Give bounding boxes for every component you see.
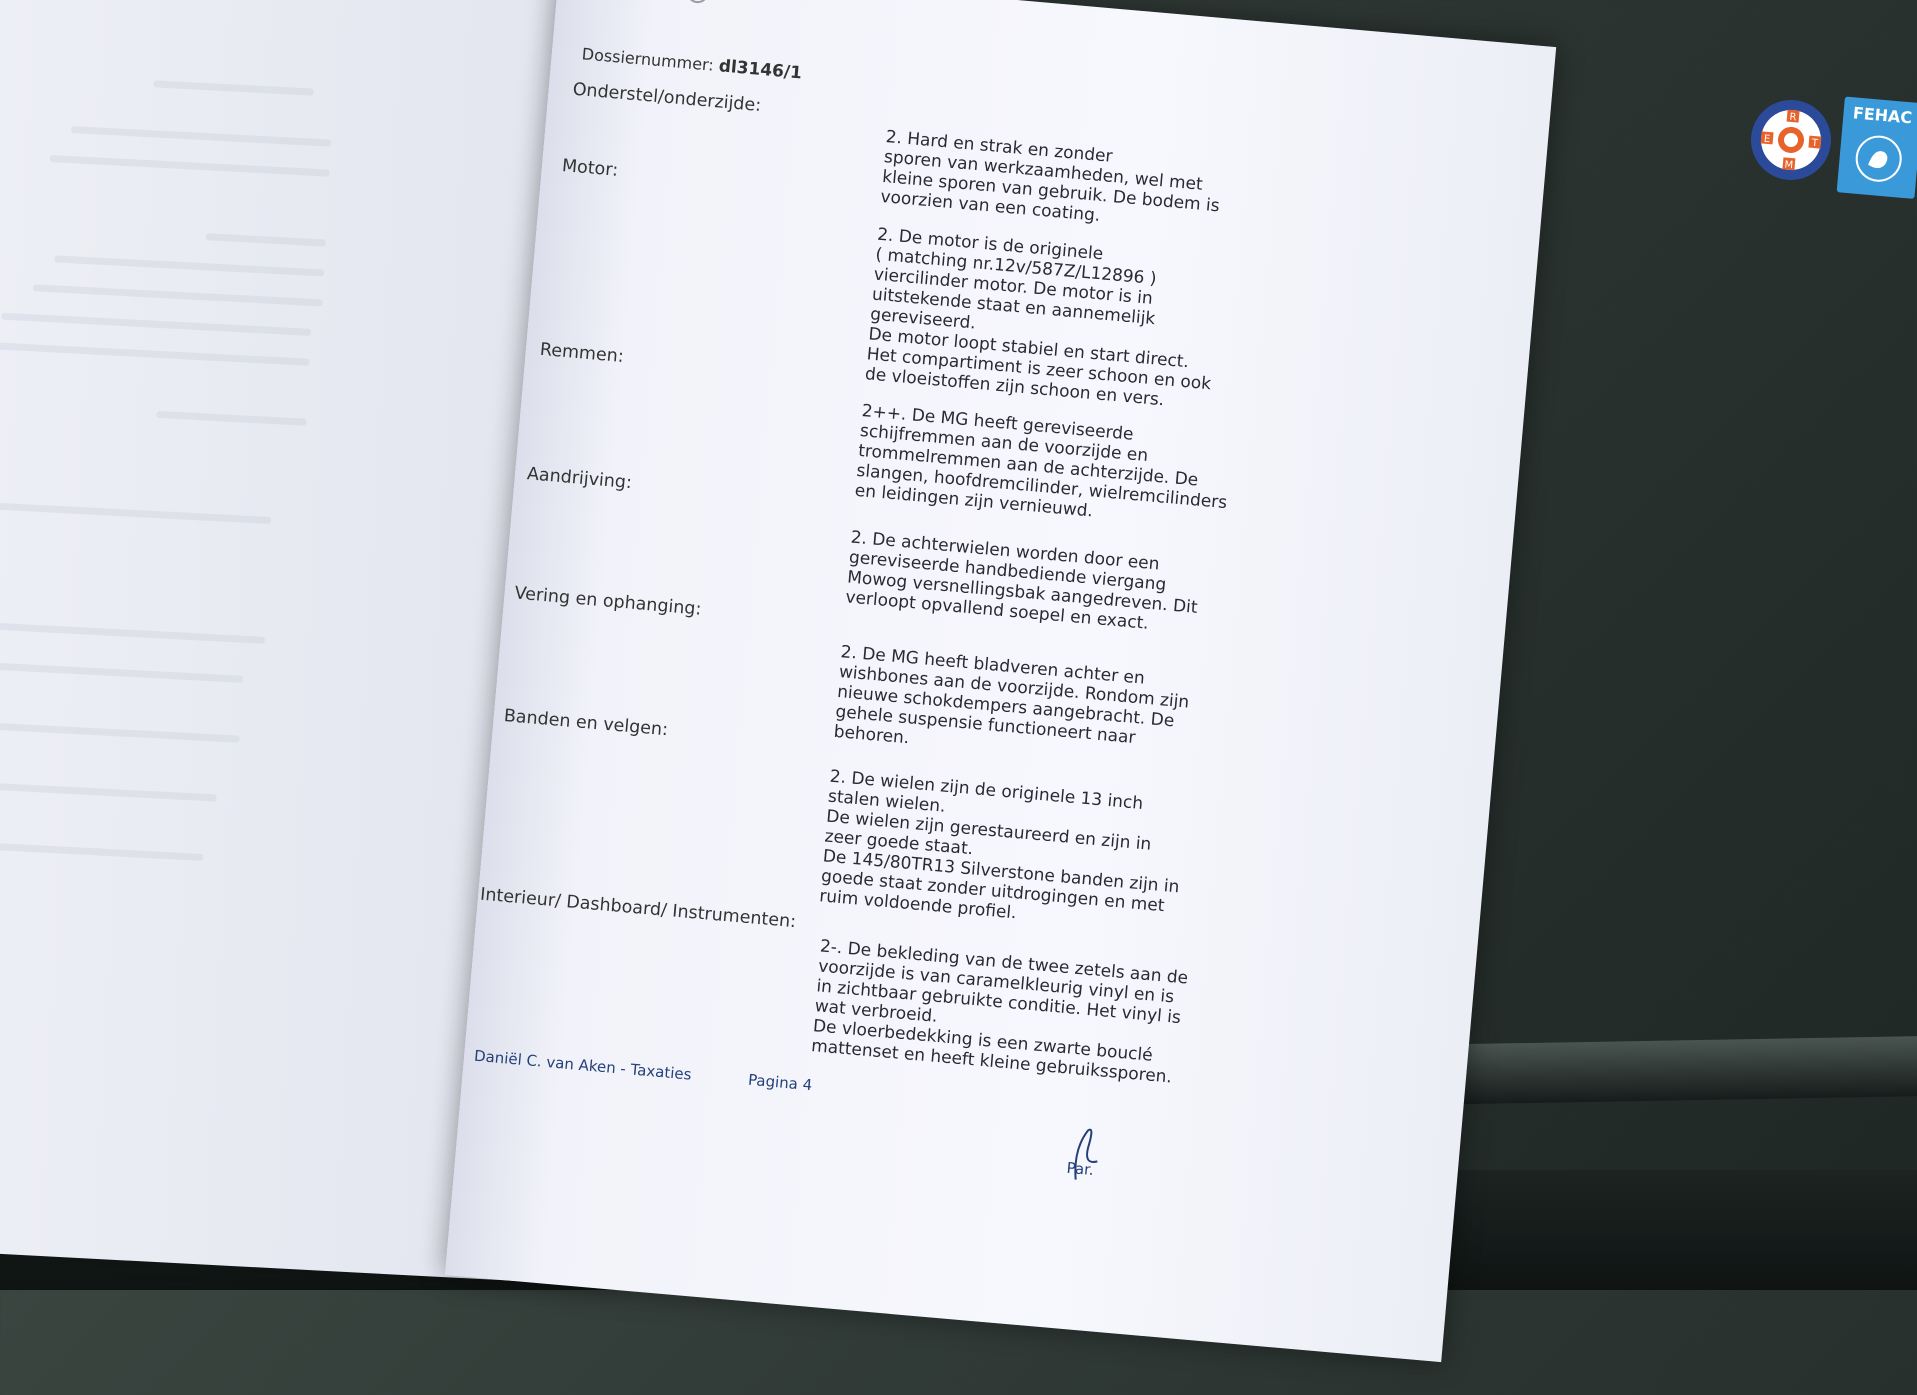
section-text-banden: 2. De wielen zijn de originele 13 inch stalen wielen. De wielen zijn gerestaureerd en zijn in zeer goede staat. De 145/80TR13 Silverstone banden zijn in goede staat zonder uitdrogingen en met ruim voldoende profiel. <box>818 766 1181 924</box>
section-text-aandrijving: 2. De achterwielen worden door een gereviseerde handbediende viergang Mowog versnellingsbak aangedreven. Dit verloopt opvallend soepel en exact. <box>844 527 1199 634</box>
ertm-letter-e: E <box>1763 133 1771 146</box>
section-label-motor: Motor: <box>561 156 619 181</box>
dossier-number <box>581 44 803 83</box>
dossier-value: dl3146/1 <box>717 56 803 84</box>
ertm-logo-icon <box>1745 94 1836 185</box>
document-page <box>445 0 1913 1362</box>
ertm-letter-m: M <box>1783 159 1794 172</box>
fehac-logo-text: FEHAC <box>1852 103 1913 128</box>
section-text-remmen: 2++. De MG heeft gereviseerde schijfremmen aan de voorzijde en trommelremmen aan de achterzijde. De slangen, hoofdremcilinder, wielremcilinders en leidingen zijn vernieuwd. <box>853 401 1228 522</box>
ertm-letter-r: R <box>1789 111 1797 124</box>
signature-icon <box>1055 1118 1121 1193</box>
ghost-text-line <box>1 313 311 336</box>
ghost-text-line <box>71 126 331 147</box>
section-label-onderstel: Onderstel/onderzijde: <box>571 79 762 117</box>
section-text-interieur: 2-. De bekleding van de twee zetels aan de voorzijde is van caramelkleurig vinyl en is in zichtbaar gebruikte conditie. Het vinyl is wat verbroeid. De vloerbedekking is een zwarte bouclé mattenset en heeft kleine gebruikssporen. <box>810 936 1189 1088</box>
page-content <box>445 0 1913 1362</box>
ghost-text-line <box>154 80 314 95</box>
section-label-aandrijving: Aandrijving: <box>526 464 633 494</box>
logos <box>1743 94 1917 219</box>
section-text-motor: 2. De motor is de originele ( matching nr.12v/587Z/L12896 ) viercilinder motor. De motor is in uitstekende staat en aannemelijk gereviseerd. De motor loopt stabiel en start direct. Het compartiment is zeer schoon en ook de vloeistoffen zijn schoon en vers. <box>864 224 1212 411</box>
ghost-text-line <box>50 155 330 177</box>
fehac-lion-icon <box>1852 132 1906 186</box>
ertm-letter-t: T <box>1811 137 1819 150</box>
car-body-edge <box>1400 1035 1917 1105</box>
ghost-text-line <box>0 781 217 802</box>
ghost-text-line <box>33 284 323 306</box>
ghost-text-line <box>206 233 326 246</box>
ghost-text-line <box>0 840 204 861</box>
section-label-vering: Vering en ophanging: <box>513 583 703 620</box>
footer-company-name: Daniël C. van Aken - Taxaties <box>473 1046 693 1084</box>
fehac-logo <box>1837 97 1917 199</box>
section-label-interieur: Interieur/ Dashboard/ Instrumenten: <box>479 884 797 933</box>
ghost-text-line <box>0 501 271 524</box>
section-text-vering: 2. De MG heeft bladveren achter en wishbones aan de voorzijde. Rondom zijn nieuwe schokdempers aangebracht. De gehele suspensie functioneert naar behoren. <box>832 642 1190 749</box>
ghost-text-line <box>54 255 324 276</box>
section-text-onderstel: 2. Hard en strak en zonder sporen van werkzaamheden, wel met kleine sporen van gebruik. De bodem is voorzien van een coating. <box>879 127 1221 227</box>
ghost-text-line <box>0 342 310 366</box>
dossier-label: Dossiernummer: <box>581 44 715 75</box>
section-label-banden: Banden en velgen: <box>503 706 669 741</box>
footer-page-number: Pagina 4 <box>747 1070 813 1095</box>
ghost-text-line <box>0 721 240 743</box>
ghost-text-line <box>0 621 265 644</box>
car-sketch-icon <box>596 0 732 15</box>
ghost-text-line <box>0 660 243 683</box>
ghost-text-line <box>156 411 306 426</box>
signature-paraaf: Par. <box>1065 1158 1095 1180</box>
section-label-remmen: Remmen: <box>539 339 625 368</box>
